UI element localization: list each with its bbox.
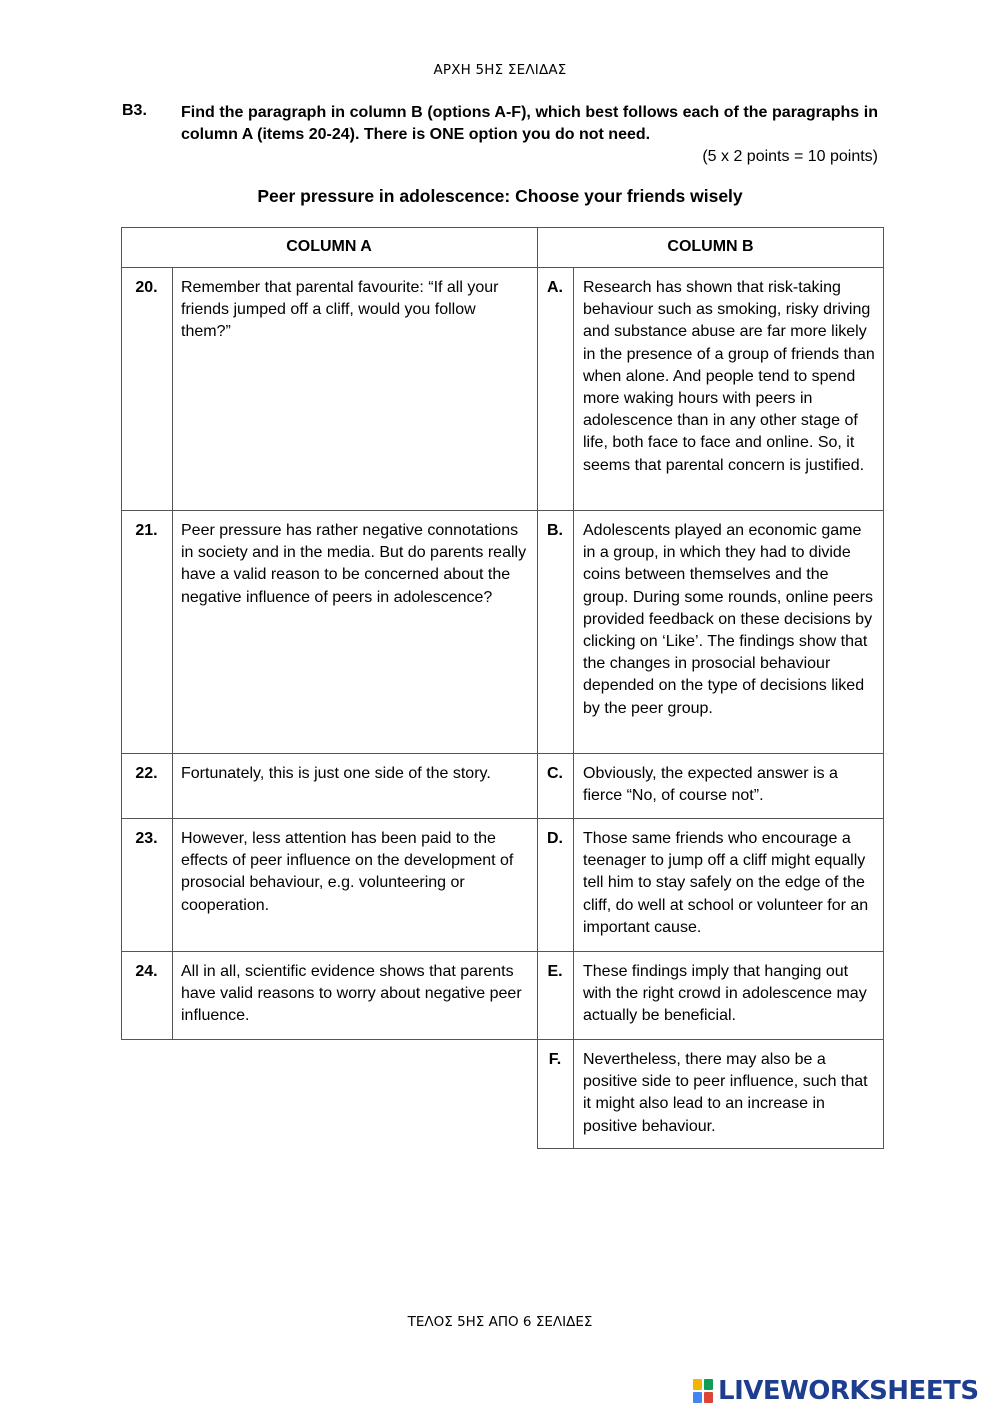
option-text: Research has shown that risk-taking behaviour such as smoking, risky driving and substance abuse are far more likely in the presence of a group of friends than when alone. And people tend to spend more waking hours with peers in adolescence than in any other stage of life, both face to face and online. So, it seems that parental concern is justified. (583, 279, 875, 474)
item-text: Remember that parental favourite: “If all your friends jumped off a cliff, would you follow them?” (181, 279, 499, 341)
item-number: 23. (135, 830, 158, 847)
option-text: Nevertheless, there may also be a positive side to peer influence, such that it might also lead to an increase in positive behaviour. (583, 1051, 868, 1135)
liveworksheets-brand[interactable] (692, 1376, 979, 1406)
worksheet-title: Peer pressure in adolescence: Choose your friends wisely (257, 186, 743, 206)
column-a-header: COLUMN A (286, 238, 372, 255)
item-text: All in all, scientific evidence shows that parents have valid reasons to worry about negative peer influence. (181, 963, 522, 1025)
item-text: However, less attention has been paid to the effects of peer influence on the development of prosocial behaviour, e.g. volunteering or cooperation. (181, 830, 514, 914)
item-text: Peer pressure has rather negative connotations in society and in the media. But do parents really have a valid reason to be concerned about the negative influence of peers in adolescence? (181, 522, 527, 606)
option-text: Obviously, the expected answer is a fierce “No, of course not”. (583, 765, 838, 805)
item-number: 22. (135, 765, 158, 782)
item-number: 20. (135, 279, 158, 296)
option-letter: A. (547, 279, 563, 296)
instruction-text: Find the paragraph in column B (options A-F), which best follows each of the paragraphs in column A (items 20-24). There is ONE option you do not need. (181, 104, 878, 143)
option-text: Those same friends who encourage a teenager to jump off a cliff might equally tell him to stay safely on the edge of the cliff, do well at school or volunteer for an important cause. (583, 830, 869, 936)
option-letter: B. (547, 522, 563, 539)
page-header: ΑΡΧΗ 5ΗΣ ΣΕΛΙΔΑΣ (433, 62, 567, 78)
item-text: Fortunately, this is just one side of the story. (181, 765, 491, 782)
item-number: 24. (135, 963, 158, 980)
page-footer: ΤΕΛΟΣ 5ΗΣ ΑΠΟ 6 ΣΕΛΙΔΕΣ (407, 1314, 593, 1330)
liveworksheets-logo-icon (692, 1378, 714, 1404)
column-b-header: COLUMN B (667, 238, 754, 255)
matching-table (121, 227, 884, 1149)
item-number: 21. (135, 522, 158, 539)
option-text: Adolescents played an economic game in a group, in which they had to divide coins between themselves and the group. During some rounds, online peers provided feedback on these decisions by clicking on ‘Like’. The findings show that the changes in prosocial behaviour depended on the type of decisions liked by the peer group. (583, 522, 873, 717)
option-letter: F. (548, 1051, 562, 1068)
option-text: These findings imply that hanging out with the right crowd in adolescence may actually be beneficial. (583, 963, 867, 1025)
instruction-number: B3. (122, 102, 147, 119)
brand-text: LIVEWORKSHEETS (718, 1376, 979, 1406)
points-note: (5 x 2 points = 10 points) (702, 148, 878, 165)
option-letter: E. (547, 963, 563, 980)
option-letter: C. (547, 765, 563, 782)
option-letter: D. (547, 830, 563, 847)
